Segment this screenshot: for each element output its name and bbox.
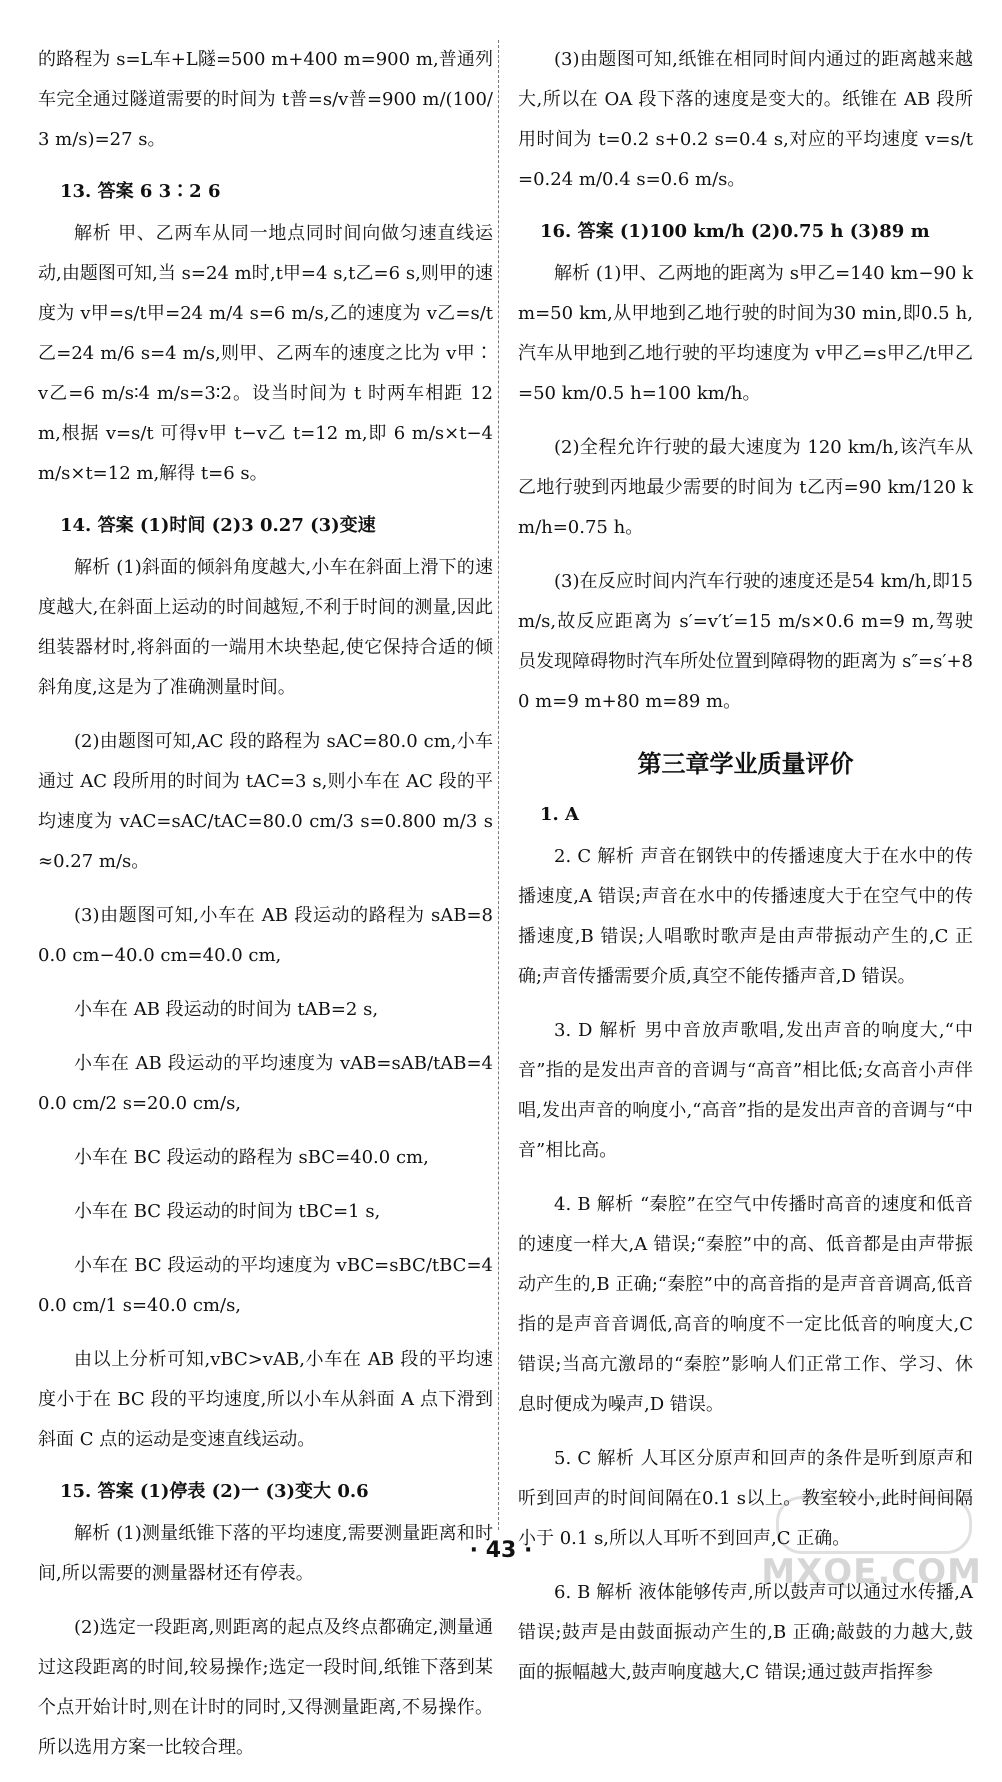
answer-14-analysis-3: (3)由题图可知,小车在 AB 段运动的路程为 sAB=80.0 cm−40.0 cm=40.0 cm, xyxy=(38,905,493,966)
answer-6: 6. B 解析 液体能够传声,所以鼓声可以通过水传播,A 错误;鼓声是由鼓面振动产生的,B 正确;敲鼓的力越大,鼓面的振幅越大,鼓声响度越大,C 错误;通过鼓声指挥参 xyxy=(518,1582,973,1683)
chapter-title: 第三章学业质量评价 xyxy=(637,750,854,778)
answer-15-analysis-3: (3)由题图可知,纸锥在相同时间内通过的距离越来越大,所以在 OA 段下落的速度是变大的。纸锥在 AB 段所用时间为 t=0.2 s+0.2 s=0.4 s,对应的平均速度 v=s/t=0.24 m/0.4 s=0.6 m/s。 xyxy=(518,49,973,190)
answer-13-analysis: 解析 甲、乙两车从同一地点同时间向做匀速直线运动,由题图可知,当 s=24 m时,t甲=4 s,t乙=6 s,则甲的速度为 v甲=s/t甲=24 m/4 s=6 m/s,乙的速度为 v乙=s/t乙=24 m/6 s=4 m/s,则甲、乙两车的速度之比为 v甲∶v乙=6 m/s∶4 m/s=3∶2。设当时间为 t 时两车相距 12 m,根据 v=s/t 可得v甲 t−v乙 t=12 m,即 6 m/s×t−4 m/s×t=12 m,解得 t=6 s。 xyxy=(38,223,493,484)
page-number: · 43 · xyxy=(469,1538,533,1563)
answer-14-heading: 14. 答案 (1)时间 (2)3 0.27 (3)变速 xyxy=(60,515,376,536)
paragraph: 的路程为 s=L车+L隧=500 m+400 m=900 m,普通列车完全通过隧道需要的时间为 t普=s/v普=900 m/(100/3 m/s)=27 s。 xyxy=(38,49,493,150)
answer-14-analysis-1: 解析 (1)斜面的倾斜角度越大,小车在斜面上滑下的速度越大,在斜面上运动的时间越短,不利于时间的测量,因此组装器材时,将斜面的一端用木块垫起,使它保持合适的倾斜角度,这是为了准确测量时间。 xyxy=(38,557,493,698)
answer-14-analysis-7: 小车在 BC 段运动的时间为 tBC=1 s, xyxy=(74,1201,381,1222)
answer-15-heading: 15. 答案 (1)停表 (2)一 (3)变大 0.6 xyxy=(60,1481,369,1502)
answer-16-heading: 16. 答案 (1)100 km/h (2)0.75 h (3)89 m xyxy=(540,221,930,242)
watermark: MXQE.COM xyxy=(761,1552,982,1592)
answer-4: 4. B 解析 “秦腔”在空气中传播时高音的速度和低音的速度一样大,A 错误;“秦腔”中的高、低音都是由声带振动产生的,B 正确;“秦腔”中的高音指的是声音音调高,低音指的是声音音调低,高音的响度不一定比低音的响度大,C 错误;当高亢激昂的“秦腔”影响人们正常工作、学习、休息时便成为噪声,D 错误。 xyxy=(518,1194,973,1415)
watermark-logo xyxy=(776,1496,972,1554)
column-divider xyxy=(498,40,499,1530)
answer-14-analysis-2: (2)由题图可知,AC 段的路程为 sAC=80.0 cm,小车通过 AC 段所用的时间为 tAC=3 s,则小车在 AC 段的平均速度为 vAC=sAC/tAC=80.0 cm/3 s=0.800 m/3 s≈0.27 m/s。 xyxy=(38,731,493,872)
answer-14-analysis-6: 小车在 BC 段运动的路程为 sBC=40.0 cm, xyxy=(74,1147,429,1168)
answer-15-analysis-2: (2)选定一段距离,则距离的起点及终点都确定,测量通过这段距离的时间,较易操作;选定一段时间,纸锥下落到某个点开始计时,则在计时的同时,又得测量距离,不易操作。所以选用方案一比较合理。 xyxy=(38,1617,493,1758)
answer-14-analysis-9: 由以上分析可知,vBC>vAB,小车在 AB 段的平均速度小于在 BC 段的平均速度,所以小车从斜面 A 点下滑到斜面 C 点的运动是变速直线运动。 xyxy=(38,1349,493,1450)
answer-16-analysis-1: 解析 (1)甲、乙两地的距离为 s甲乙=140 km−90 km=50 km,从甲地到乙地行驶的时间为30 min,即0.5 h,汽车从甲地到乙地行驶的平均速度为 v甲乙=s甲乙/t甲乙=50 km/0.5 h=100 km/h。 xyxy=(518,263,973,404)
answer-3: 3. D 解析 男中音放声歌唱,发出声音的响度大,“中音”指的是发出声音的音调与“高音”相比低;女高音小声伴唱,发出声音的响度小,“高音”指的是发出声音的音调与“中音”相比高。 xyxy=(518,1020,973,1161)
answer-16-analysis-2: (2)全程允许行驶的最大速度为 120 km/h,该汽车从乙地行驶到丙地最少需要的时间为 t乙丙=90 km/120 km/h=0.75 h。 xyxy=(518,437,973,538)
answer-14-analysis-8: 小车在 BC 段运动的平均速度为 vBC=sBC/tBC=40.0 cm/1 s=40.0 cm/s, xyxy=(38,1255,493,1316)
answer-14-analysis-4: 小车在 AB 段运动的时间为 tAB=2 s, xyxy=(74,999,379,1020)
answer-16-analysis-3: (3)在反应时间内汽车行驶的速度还是54 km/h,即15 m/s,故反应距离为 s′=v′t′=15 m/s×0.6 m=9 m,驾驶员发现障碍物时汽车所处位置到障碍物的距离为 s″=s′+80 m=9 m+80 m=89 m。 xyxy=(518,571,973,712)
answer-1: 1. A xyxy=(540,804,580,825)
answer-15-analysis-1: 解析 (1)测量纸锥下落的平均速度,需要测量距离和时间,所以需要的测量器材还有停表。 xyxy=(38,1523,493,1584)
answer-5: 5. C 解析 人耳区分原声和回声的条件是听到原声和听到回声的时间间隔在0.1 s以上。教室较小,此时间间隔小于 0.1 s,所以人耳听不到回声,C 正确。 xyxy=(518,1448,973,1549)
answer-13-heading: 13. 答案 6 3∶2 6 xyxy=(60,181,221,202)
right-column xyxy=(518,40,973,1707)
answer-2: 2. C 解析 声音在钢铁中的传播速度大于在水中的传播速度,A 错误;声音在水中的传播速度大于在空气中的传播速度,B 错误;人唱歌时歌声是由声带振动产生的,C 正确;声音传播需要介质,真空不能传播声音,D 错误。 xyxy=(518,846,973,987)
left-column xyxy=(38,40,493,1782)
answer-14-analysis-5: 小车在 AB 段运动的平均速度为 vAB=sAB/tAB=40.0 cm/2 s=20.0 cm/s, xyxy=(38,1053,493,1114)
